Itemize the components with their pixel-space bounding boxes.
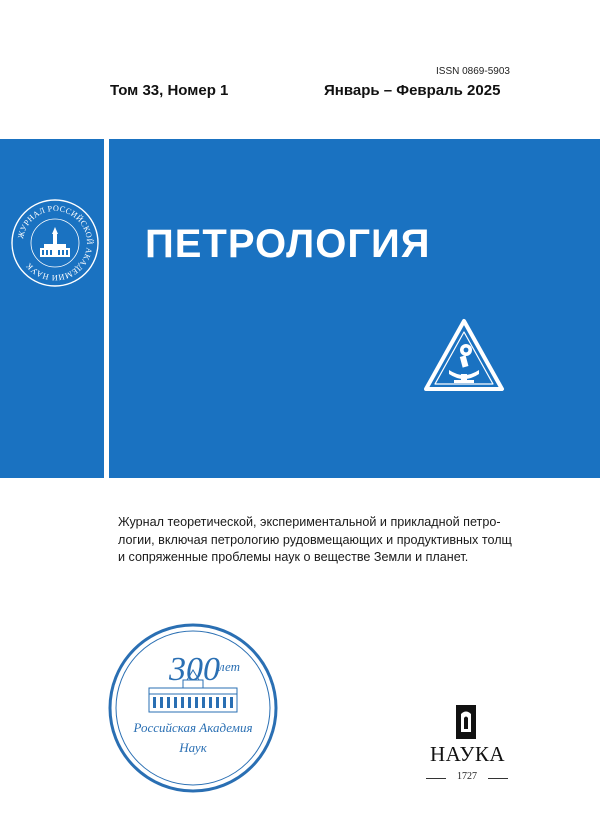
journal-title: ПЕТРОЛОГИЯ xyxy=(145,222,431,266)
issn: ISSN 0869-5903 xyxy=(436,66,510,77)
journal-description xyxy=(118,514,538,567)
band-divider xyxy=(104,139,109,478)
publisher-year-row xyxy=(426,771,508,785)
svg-text:ЖУРНАЛ РОССИЙСКОЙ АКАДЕМИИ НАУ: ЖУРНАЛ РОССИЙСКОЙ АКАДЕМИИ НАУК xyxy=(16,203,95,283)
svg-text:Российская Академия: Российская Академия xyxy=(133,720,253,735)
ran-seal-icon xyxy=(10,198,100,288)
svg-text:Наук: Наук xyxy=(179,740,207,755)
publisher-year: 1727 xyxy=(457,771,477,782)
year-rule-right xyxy=(488,778,508,779)
svg-text:300: 300 xyxy=(169,651,220,688)
volume-issue: Том 33, Номер 1 xyxy=(110,82,229,99)
microscope-triangle-icon xyxy=(423,318,505,392)
description-line: логии, включая петрологию рудовмещающих и продуктивных толщ xyxy=(118,532,512,547)
nauka-logo-icon xyxy=(456,705,476,739)
description-line: и сопряженные проблемы наук о веществе Земли и планет. xyxy=(118,550,469,564)
anniversary-seal-icon xyxy=(107,622,279,794)
issue-date: Январь – Февраль 2025 xyxy=(324,82,501,99)
title-band xyxy=(0,139,600,478)
svg-text:лет: лет xyxy=(219,659,240,674)
description-line: Журнал теоретической, экспериментальной и прикладной петро- xyxy=(118,515,501,529)
publisher-name: НАУКА xyxy=(429,742,506,766)
